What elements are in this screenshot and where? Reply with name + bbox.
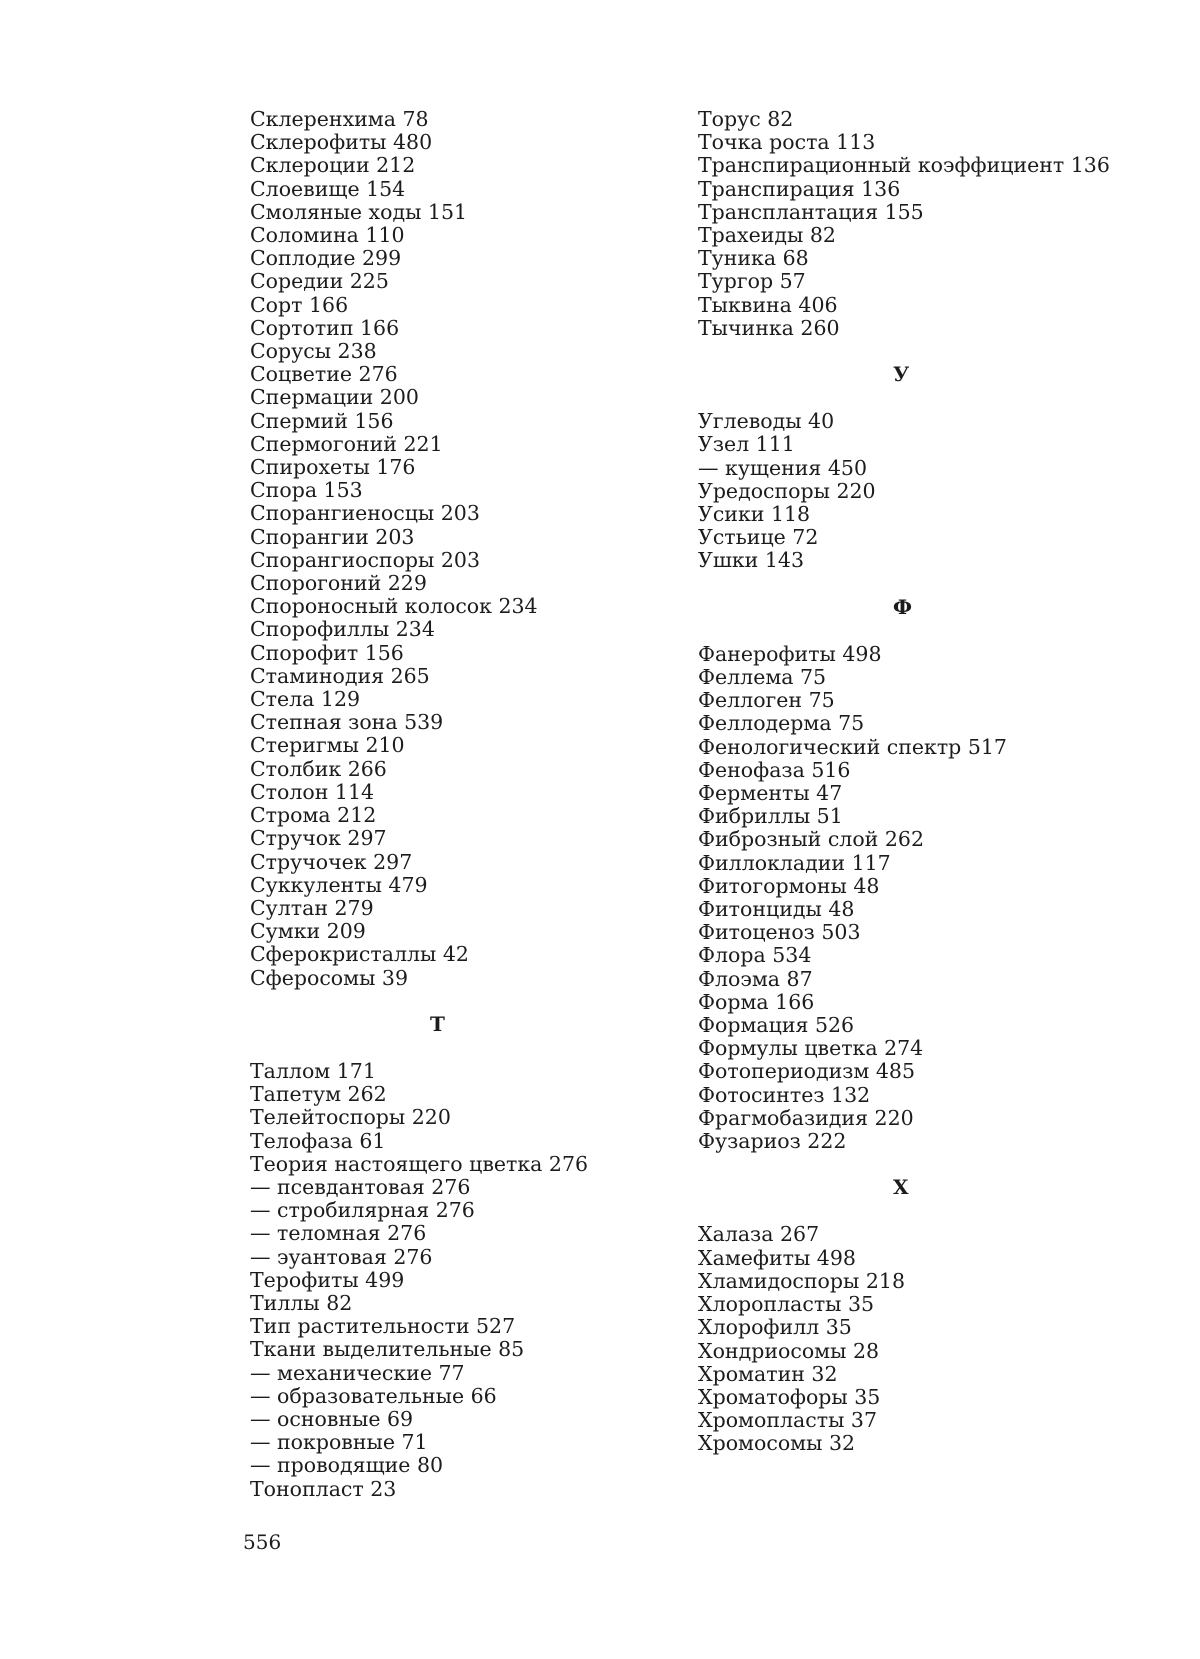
index-entry: Стручок 297	[250, 826, 387, 851]
index-entry: Тыквина 406	[698, 292, 838, 317]
index-entry: Фотосинтез 132	[698, 1082, 871, 1107]
index-entry: Хроматофоры 35	[698, 1384, 881, 1409]
index-entry: Торус 82	[698, 107, 794, 131]
index-entry: Тапетум 262	[250, 1082, 387, 1107]
index-entry: Телейтоспоры 220	[250, 1105, 451, 1130]
entry-group-h	[698, 1223, 1118, 1455]
index-entry: Соплодие 299	[250, 246, 402, 271]
index-entry: — кущения 450	[698, 455, 867, 480]
index-entry: Хламидоспоры 218	[698, 1268, 905, 1293]
index-entry: Усики 118	[698, 502, 811, 527]
index-entry: Тип растительности 527	[250, 1314, 516, 1339]
index-entry: Строма 212	[250, 803, 377, 828]
index-entry: Фитогормоны 48	[698, 873, 880, 898]
index-entry: Степная зона 539	[250, 710, 444, 735]
index-entry: Феллема 75	[698, 665, 827, 690]
index-entry: Терофиты 499	[250, 1267, 405, 1292]
index-entry: Хамефиты 498	[698, 1245, 856, 1270]
index-entry: Тургор 57	[698, 269, 806, 294]
index-entry: Склероции 212	[250, 153, 416, 178]
index-entry: Стеригмы 210	[250, 733, 405, 758]
index-entry: Форма 166	[698, 989, 815, 1014]
index-entry: — эуантовая 276	[250, 1244, 433, 1269]
index-entry: Фузариоз 222	[698, 1129, 847, 1154]
index-entry: Хромопласты 37	[698, 1408, 877, 1433]
index-entry: Султан 279	[250, 895, 374, 920]
index-entry: Фенологический спектр 517	[698, 734, 1007, 759]
index-entry: Трахеиды 82	[698, 223, 836, 248]
index-entry: — основные 69	[250, 1406, 414, 1431]
index-entry: Спора 153	[250, 478, 363, 503]
index-entry: — проводящие 80	[250, 1453, 444, 1478]
index-entry: Спорогоний 229	[250, 571, 427, 596]
index-entry: Слоевище 154	[250, 176, 406, 201]
section-letter-h: Х	[893, 1175, 909, 1200]
index-entry: Столон 114	[250, 779, 375, 804]
entry-group-f	[698, 643, 1118, 1153]
index-entry: Хлорофилл 35	[698, 1315, 852, 1340]
index-entry: Теория настоящего цветка 276	[250, 1151, 589, 1176]
index-entry: Ферменты 47	[698, 781, 843, 806]
index-column-left	[250, 108, 650, 1501]
index-entry: Столбик 266	[250, 756, 387, 781]
index-entry: Склеренхима 78	[250, 107, 429, 131]
index-entry: Флоэма 87	[698, 966, 813, 991]
index-entry: Формация 526	[698, 1013, 855, 1038]
index-entry: Устьице 72	[698, 525, 819, 550]
index-entry: Сорт 166	[250, 292, 349, 317]
index-entry: Спорангиеносцы 203	[250, 501, 480, 526]
index-entry: Фенофаза 516	[698, 757, 851, 782]
index-entry: Фитоценоз 503	[698, 920, 861, 945]
index-entry: Спорофиллы 234	[250, 617, 435, 642]
index-entry: Спермации 200	[250, 385, 419, 410]
index-entry: — покровные 71	[250, 1430, 428, 1455]
index-entry: Тонопласт 23	[250, 1476, 397, 1501]
index-entry: Склерофиты 480	[250, 130, 433, 155]
index-entry: Сумки 209	[250, 919, 366, 944]
index-entry: Филлокладии 117	[698, 850, 891, 875]
index-entry: Фрагмобазидия 220	[698, 1105, 914, 1130]
index-entry: — образовательные 66	[250, 1383, 497, 1408]
index-entry: Спирохеты 176	[250, 455, 416, 480]
index-entry: Соцветие 276	[250, 362, 398, 387]
index-entry: Спермогоний 221	[250, 431, 443, 456]
index-entry: Флора 534	[698, 943, 812, 968]
index-entry: Ткани выделительные 85	[250, 1337, 525, 1362]
index-entry: Сорусы 238	[250, 339, 377, 364]
index-entry: Феллодерма 75	[698, 711, 865, 736]
index-entry: Стручочек 297	[250, 849, 413, 874]
index-entry: Смоляные ходы 151	[250, 199, 468, 224]
index-entry: — механические 77	[250, 1360, 465, 1385]
index-entry: Стаминодия 265	[250, 663, 430, 688]
index-entry: Телофаза 61	[250, 1128, 386, 1153]
index-entry: Сферокристаллы 42	[250, 942, 469, 967]
index-entry: Узел 111	[698, 432, 795, 457]
index-entry: Спорангиоспоры 203	[250, 547, 481, 572]
index-entry: Транспирация 136	[698, 176, 901, 201]
index-entry: Фотопериодизм 485	[698, 1059, 916, 1084]
index-entry: — теломная 276	[250, 1221, 427, 1246]
index-entry: Транспирационный коэффициент 136	[698, 153, 1110, 178]
index-entry: Углеводы 40	[698, 409, 835, 434]
index-entry: Феллоген 75	[698, 688, 835, 713]
index-entry: Хромосомы 32	[698, 1431, 856, 1456]
index-entry: Фитонциды 48	[698, 897, 855, 922]
index-column-right	[698, 108, 1118, 1456]
index-entry: Фиброзный слой 262	[698, 827, 924, 852]
index-entry: Суккуленты 479	[250, 872, 428, 897]
index-entry: — стробилярная 276	[250, 1198, 475, 1223]
index-entry: Точка роста 113	[698, 130, 876, 155]
index-entry: Таллом 171	[250, 1058, 376, 1083]
index-entry: Стела 129	[250, 687, 361, 712]
index-entry: Ушки 143	[698, 548, 804, 573]
entry-group-t	[250, 1060, 650, 1501]
index-entry: Сортотип 166	[250, 315, 400, 340]
section-letter-f: Ф	[893, 594, 912, 619]
index-entry: Туника 68	[698, 246, 809, 271]
entry-group-s	[250, 108, 650, 990]
section-letter-t: Т	[430, 1011, 445, 1036]
index-entry: Фибриллы 51	[698, 804, 843, 829]
index-entry: — псевдантовая 276	[250, 1174, 471, 1199]
entry-group-t-cont	[698, 108, 1118, 340]
index-entry: Соредии 225	[250, 269, 389, 294]
index-entry: Соломина 110	[250, 223, 405, 248]
index-entry: Хондриосомы 28	[698, 1338, 880, 1363]
entry-group-u	[698, 410, 1118, 572]
index-entry: Халаза 267	[698, 1222, 820, 1247]
index-entry: Спорофит 156	[250, 640, 404, 665]
section-letter-u: У	[893, 362, 910, 387]
index-entry: Спорангии 203	[250, 524, 415, 549]
index-entry: Формулы цветка 274	[698, 1036, 924, 1061]
index-entry: Хлоропласты 35	[698, 1292, 875, 1317]
index-entry: Тычинка 260	[698, 315, 840, 340]
index-entry: Уредоспоры 220	[698, 478, 876, 503]
index-entry: Сферосомы 39	[250, 965, 409, 990]
index-entry: Спороносный колосок 234	[250, 594, 538, 619]
index-entry: Трансплантация 155	[698, 199, 924, 224]
page-number: 556	[243, 1530, 282, 1554]
index-entry: Спермий 156	[250, 408, 394, 433]
index-entry: Тиллы 82	[250, 1290, 353, 1315]
index-entry: Хроматин 32	[698, 1361, 838, 1386]
index-entry: Фанерофиты 498	[698, 641, 882, 666]
